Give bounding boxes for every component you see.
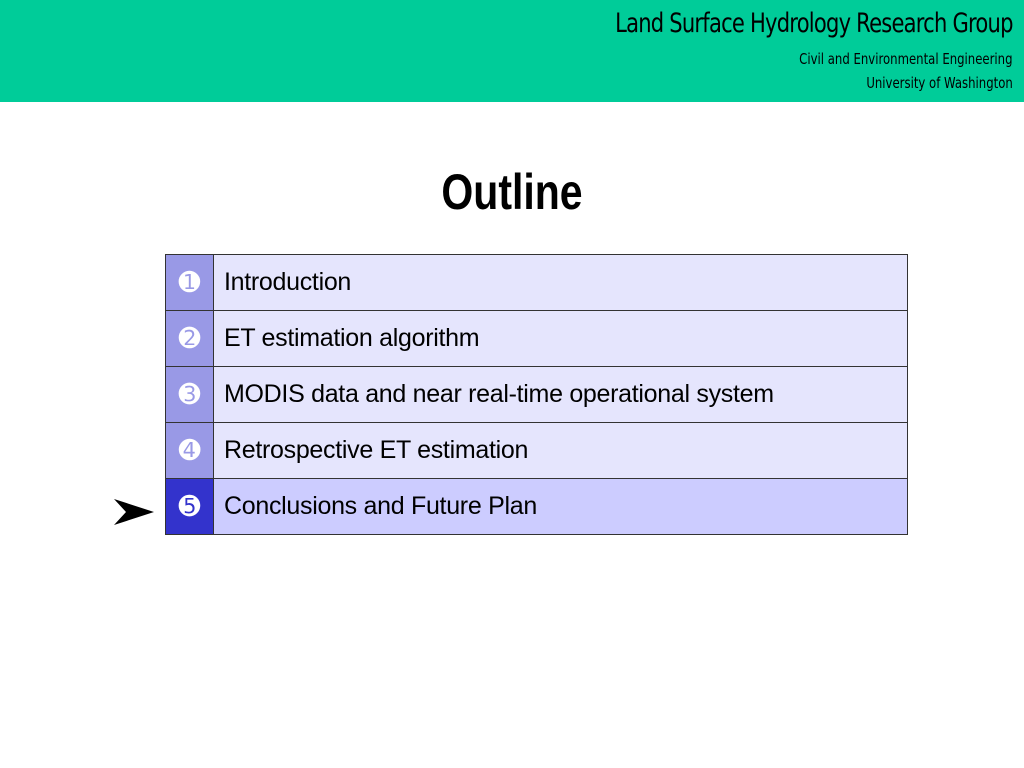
item-number-badge: ➋ [166, 311, 214, 366]
outline-item-retrospective-et [166, 423, 907, 479]
outline-item-et-estimation-algorithm [166, 311, 907, 367]
outline-item-conclusions [166, 479, 907, 534]
outline-table [165, 254, 908, 535]
outline-item-modis-data [166, 367, 907, 423]
item-number-badge: ➊ [166, 255, 214, 310]
item-label: ET estimation algorithm [214, 311, 907, 366]
department-name: Civil and Environmental Engineering [799, 50, 1013, 68]
arrowhead-pointer-icon [112, 497, 156, 527]
header-band [0, 0, 1024, 102]
slide-title: Outline [441, 164, 583, 220]
item-number-badge: ➎ [166, 479, 214, 534]
item-label: Introduction [214, 255, 907, 310]
item-label: Retrospective ET estimation [214, 423, 907, 478]
item-label: Conclusions and Future Plan [214, 479, 907, 534]
university-name: University of Washington [866, 74, 1013, 92]
item-number-badge: ➌ [166, 367, 214, 422]
outline-item-introduction [166, 255, 907, 311]
item-number-badge: ➍ [166, 423, 214, 478]
item-label: MODIS data and near real-time operational system [214, 367, 907, 422]
group-name: Land Surface Hydrology Research Group [615, 8, 1013, 39]
